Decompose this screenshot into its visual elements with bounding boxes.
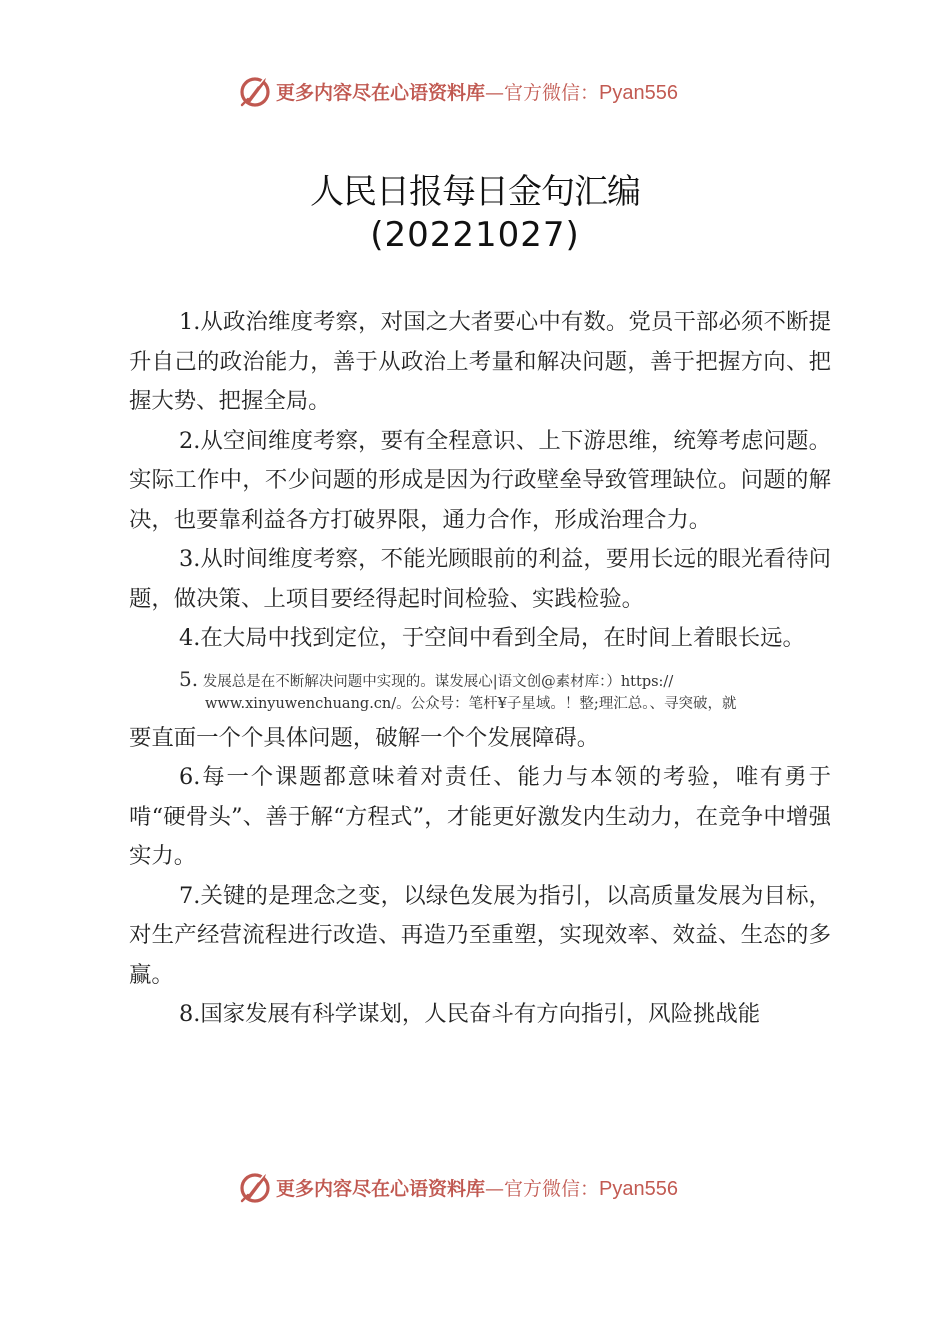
paragraph-5-number: 5. [179, 666, 199, 691]
quill-pen-logo-icon [236, 1168, 274, 1206]
header-text [276, 78, 678, 105]
header-label: 官方微信： [504, 82, 600, 104]
paragraph-6: 6.每一个课题都意味着对责任、能力与本领的考验，唯有勇于啃“硬骨头”、善于解“方程式”，才能更好激发内生动力，在竞争中增强实力。 [129, 764, 831, 869]
footer-text [276, 1174, 678, 1201]
footer-slogan: 更多内容尽在心语资料库 [276, 1178, 486, 1200]
paragraph-5-line1: 发展总是在不断解决问题中实现的。谋发展心|语文创@素材库：）https:// [202, 673, 674, 690]
quill-pen-logo-icon [236, 72, 274, 110]
document-body [129, 303, 831, 1035]
page-title: 人民日报每日金句汇编 [310, 172, 640, 212]
paragraph-5-watermark [129, 668, 831, 715]
paragraph-8: 8.国家发展有科学谋划，人民奋斗有方向指引，风险挑战能 [179, 1001, 761, 1027]
header-banner [0, 70, 950, 114]
paragraph-5-continuation: 要直面一个个具体问题，破解一个个发展障碍。 [129, 724, 600, 751]
page-date: (20221027) [370, 215, 580, 255]
paragraph-4: 4.在大局中找到定位，于空间中看到全局，在时间上着眼长远。 [179, 625, 805, 651]
header-slogan: 更多内容尽在心语资料库 [276, 82, 486, 104]
footer-handle: Pyan556 [599, 1178, 678, 1200]
footer-dash: — [485, 1178, 505, 1200]
header-handle: Pyan556 [599, 82, 678, 104]
paragraph-2: 2.从空间维度考察，要有全程意识、上下游思维，统筹考虑问题。实际工作中，不少问题的形成是因为行政壁垒导致管理缺位。问题的解决，也要靠利益各方打破界限，通力合作，形成治理合力。 [129, 427, 831, 533]
header-dash: — [485, 82, 505, 104]
footer-banner [0, 1166, 950, 1210]
paragraph-5-line2: www.xinyuwenchuang.cn/。公众号：笔杆¥子星域。！整;理汇总。、寻突破，就 [205, 695, 737, 712]
paragraph-7: 7.关键的是理念之变，以绿色发展为指引，以高质量发展为目标，对生产经营流程进行改造、再造乃至重塑，实现效率、效益、生态的多赢。 [129, 882, 831, 988]
paragraph-1: 1.从政治维度考察，对国之大者要心中有数。党员干部必须不断提升自己的政治能力，善于从政治上考量和解决问题，善于把握方向、把握大势、把握全局。 [129, 309, 831, 414]
footer-label: 官方微信： [504, 1178, 600, 1200]
paragraph-3: 3.从时间维度考察，不能光顾眼前的利益，要用长远的眼光看待问题，做决策、上项目要经得起时间检验、实践检验。 [129, 546, 831, 612]
